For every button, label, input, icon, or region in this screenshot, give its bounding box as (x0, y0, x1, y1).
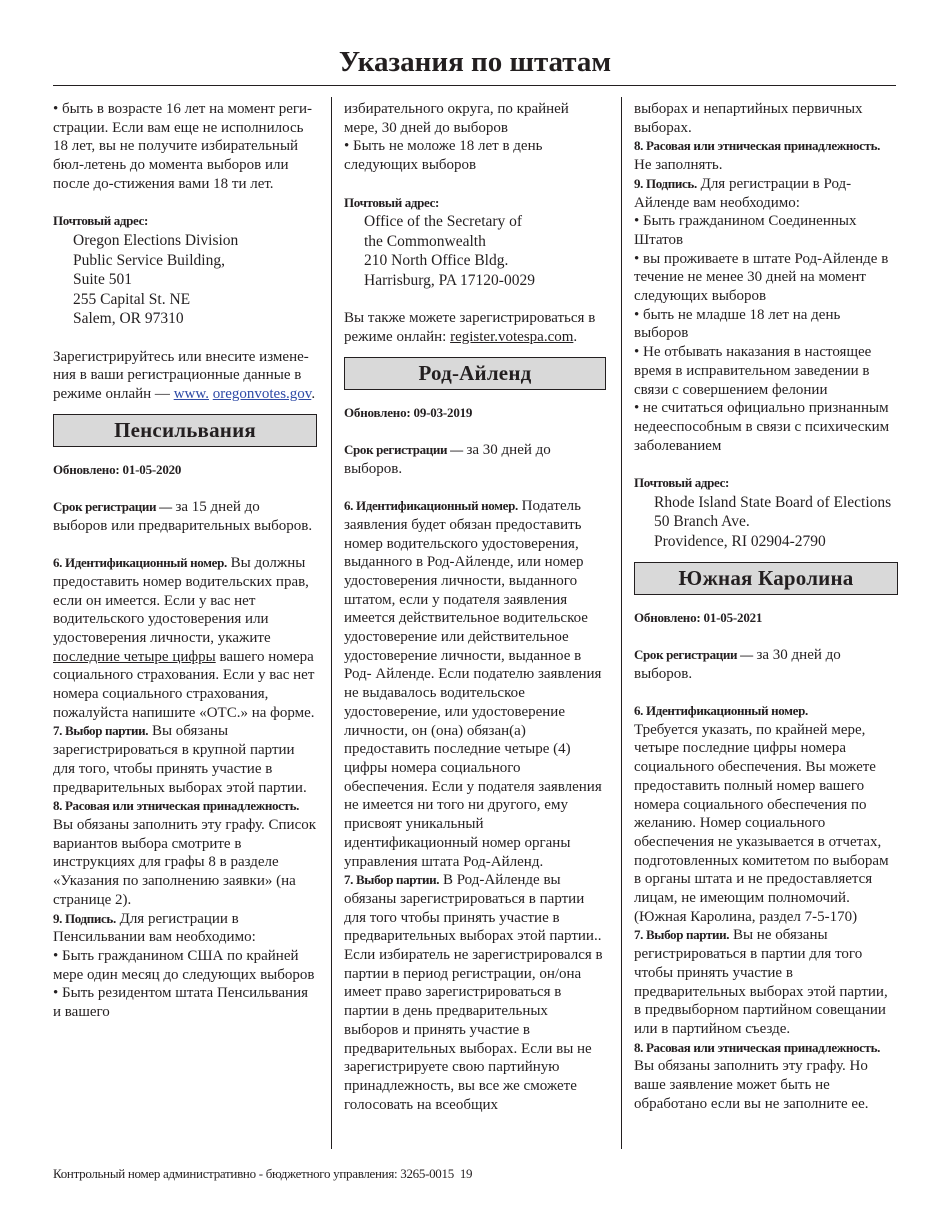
oregon-eligibility-item: • быть в возрасте 16 лет на момент реги-страции. Если вам еще не исполнилось 18 лет, вы не получите избирательный бюл-летень до момента выборов или после до-стижения вами 18 ти лет. (53, 101, 313, 192)
race-text: Вы обязаны заполнить эту графу. Но ваше заявление может быть не обработано если вы не заполните ее. (634, 1058, 869, 1112)
title-divider (53, 85, 896, 86)
oregonvotes-link[interactable]: www. (173, 385, 209, 402)
address-line: Office of the Secretary of (364, 213, 523, 231)
oregon-online-text: Зарегистрируйтесь или внесите измене-ния в ваши регистрационные данные в режиме онлайн — www. oregonvotes.gov. (53, 348, 316, 402)
state-header-south-carolina: Южная Каролина (634, 562, 898, 595)
page-title: Указания по штатам (338, 46, 612, 78)
pa-eligibility-continued: избирательного округа, по крайней мере, 30 дней до выборов (344, 101, 569, 136)
signature-section: 9. Подпись. Для регистрации в Род-Айленде вам необходимо: (634, 175, 852, 211)
address-line: 255 Capital St. NE (73, 290, 191, 308)
column-3 (634, 100, 898, 1113)
state-header-pennsylvania: Пенсильвания (53, 414, 317, 447)
list-item: • Быть гражданином Соединенных Штатов (634, 213, 857, 248)
omb-control-number: Контрольный номер административно - бюджетного управления: 3265-0015 (53, 1166, 454, 1181)
registration-deadline: Срок регистрации — за 15 дней до выборов или предварительных выборов. (53, 499, 313, 534)
mail-label-rhode-island: Почтовый адрес: (634, 475, 729, 491)
page-footer (53, 1166, 472, 1182)
mail-label-pennsylvania: Почтовый адрес: (344, 194, 439, 210)
list-item: • Быть резидентом штата Пенсильвания и вашего (53, 985, 308, 1021)
party-section: 7. Выбор партии. В Род-Айленде вы обязаны зарегистрироваться в партии для того чтобы принять участие в предварительных выборах этой партии.. Если избиратель не зарегистрировался в партии в период регистрации, он/она имеет право зарегистрироваться в партии в день предварительных выборов и принять участие в предварительных выборах. Если вы не зарегистрируете свою партийную принадлежность, вы все же сможете голосовать на всеобщих (344, 872, 603, 1113)
id-number-section: 6. Идентификационный номер. Податель заявления будет обязан предоставить номер водительского удостоверения, выданного в Род-Айленде, или номер удостоверения личности, выданного штатом, если у подателя заявления имеется действительное водительское удостоверение или действительное удостоверение личности, выданное в Род- Айленде. Если подателю заявления не выдавалось водительское удостоверение, или удостоверение личности, он (она) обязан(а) предоставить последние четыре (4) цифры номера социального обеспечения. Если у подателя заявления не имеется ни того ни другого, ему присвоят уникальный идентификационный номер органы управления штата Род-Айленд. (344, 498, 602, 870)
signature-section: 9. Подпись. Для регистрации в Пенсильвании вам необходимо: (53, 910, 256, 946)
column-2 (344, 100, 606, 1114)
ri-party-continued: выборах и непартийных первичных выборах. (634, 101, 863, 136)
updated-date: Обновлено: 01-05-2020 (53, 461, 182, 477)
page-number: 19 (459, 1166, 473, 1181)
list-item: • Быть гражданином США по крайней мере один месяц до следующих выборов (53, 947, 315, 983)
column-divider-1 (331, 97, 332, 1149)
list-item: • Быть не моложе 18 лет в день следующих выборов (344, 138, 543, 174)
address-line: Suite 501 (73, 271, 132, 289)
registration-deadline: Срок регистрации — за 30 дней до выборов. (344, 442, 551, 477)
address-line: Oregon Elections Division (73, 231, 239, 249)
party-section: 7. Выбор партии. Вы обязаны зарегистрироваться в крупной партии для того, чтобы принять участие в предварительных выборах этой партии. (53, 723, 307, 796)
address-line: Salem, OR 97310 (73, 310, 184, 328)
updated-date: Обновлено: 09-03-2019 (344, 404, 473, 420)
address-line: 50 Branch Ave. (654, 513, 750, 531)
id-number-section: 6. Идентификационный номер. Вы должны предоставить номер водительских прав, если он имеется. Если у вас нет водительского удостоверения или удостоверения личности, укажите последние четыре цифры вашего номера социального страхования. Если у вас нет номера социального страхования, пожалуйста напишите «ОТС.» на форме. (53, 555, 315, 721)
id-number-text: Требуется указать, по крайней мере, четыре последние цифры номера социального обеспечения. Вы можете предоставить полный номер вашего номера социального обеспечения по желанию. Номер социального обеспечения не указывается в отчетах, подготовленных комитетом по выборам в органы штата и не предоставляется лицам, не имеющим полномочий. (Южная Каролина, раздел 7-5-170) (634, 721, 889, 925)
id-number-label: 6. Идентификационный номер. (634, 703, 808, 719)
address-line: 210 North Office Bldg. (364, 252, 509, 270)
rhode-island-address (634, 493, 898, 552)
race-section: 8. Расовая или этническая принадлежность. Не заполнять. (634, 138, 880, 174)
pa-online-text: Вы также можете зарегистрироваться в режиме онлайн: register.votespa.com. (344, 310, 596, 345)
mail-label-oregon: Почтовый адрес: (53, 213, 148, 229)
list-item: • быть не младше 18 лет на день выборов (634, 306, 841, 342)
oregon-address (53, 231, 317, 329)
votespa-link[interactable]: register.votespa.com (450, 328, 574, 345)
list-item: • вы проживаете в штате Род-Айленде в течение не менее 30 дней на момент следующих выборов (634, 250, 889, 305)
pennsylvania-address (344, 212, 606, 290)
oregonvotes-link[interactable]: oregonvotes.gov (212, 385, 312, 402)
updated-date: Обновлено: 01-05-2021 (634, 609, 763, 625)
party-section: 7. Выбор партии. Вы не обязаны регистрироваться в партии для того чтобы принять участие в предварительных выборах этой партии, в предвыборном партийном совещании или в партийном съезде. (634, 927, 888, 1037)
list-item: • Не отбывать наказания в настоящее время в исправительном заведении в связи с совершением фелонии (634, 344, 872, 398)
state-header-rhode-island: Род-Айленд (344, 357, 606, 390)
address-line: Harrisburg, PA 17120-0029 (364, 271, 535, 289)
race-section: 8. Расовая или этническая принадлежность. Вы обязаны заполнить эту графу. Список вариантов выбора смотрите в инструкциях для графы 8 в разделе «Указания по заполнению заявки» (на странице 2). (53, 798, 317, 908)
registration-deadline: Срок регистрации — за 30 дней до выборов. (634, 646, 841, 682)
address-line: the Commonwealth (364, 232, 486, 250)
column-1 (53, 100, 317, 1022)
address-line: Public Service Building, (73, 251, 225, 269)
race-label: 8. Расовая или этническая принадлежность. (634, 1039, 880, 1055)
address-line: Providence, RI 02904-2790 (654, 532, 826, 550)
address-line: Rhode Island State Board of Elections (654, 493, 892, 511)
list-item: • не считаться официально признанным недееспособным в связи с психическим заболеванием (634, 400, 890, 454)
column-divider-2 (621, 97, 622, 1149)
